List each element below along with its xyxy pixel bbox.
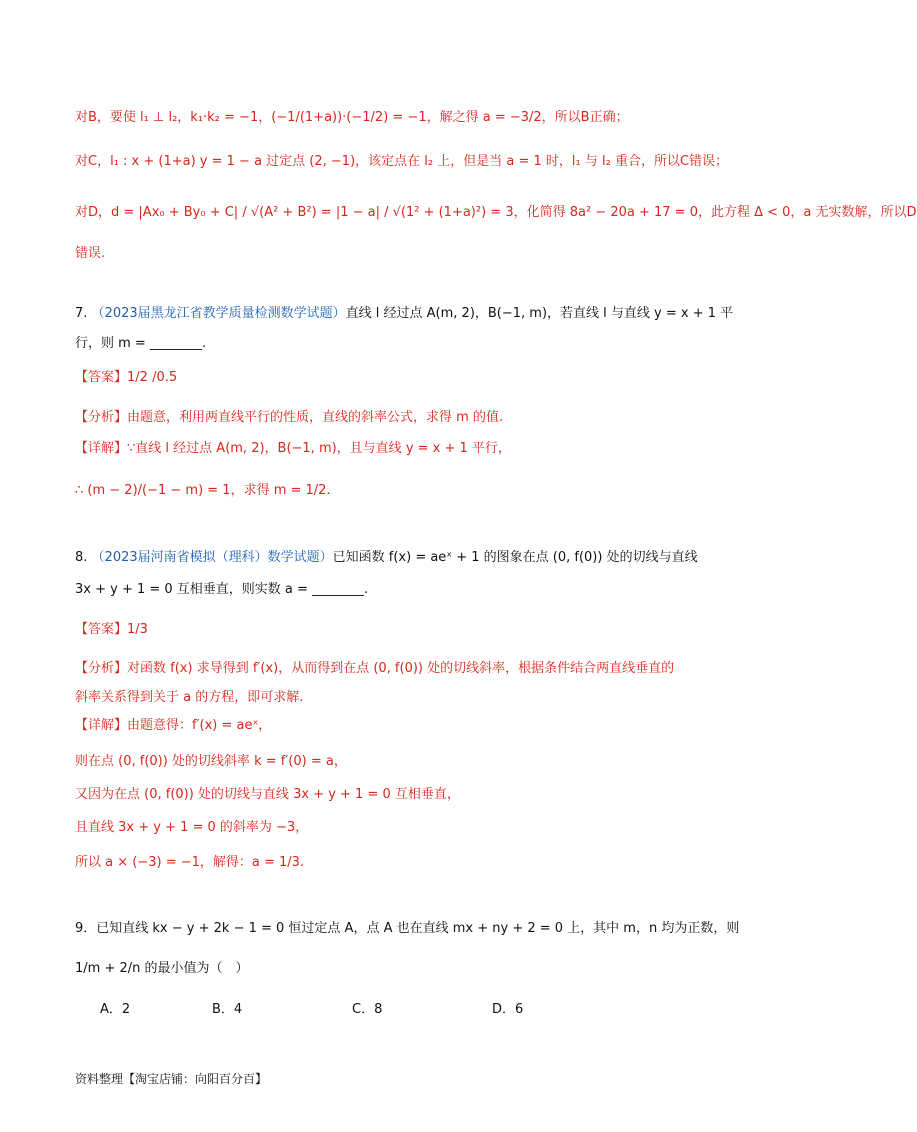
question-8-detail-5: 所以 a × (−3) = −1，解得：a = 1/3. [75,855,305,870]
analysis-tag: 【分析】 [75,410,128,425]
question-8-detail-3: 又因为在点 (0, f(0)) 处的切线与直线 3x + y + 1 = 0 互相垂直， [75,787,460,802]
question-7-stem-text: 直线 l 经过点 A(m, 2)，B(−1, m)，若直线 l 与直线 y = x + 1 平 [345,306,734,321]
analysis-text: 对函数 f(x) 求导得到 f′(x)，从而得到在点 (0, f(0)) 处的切线斜率，根据条件结合两直线垂直的 [127,661,675,676]
question-9-stem: 9．已知直线 kx − y + 2k − 1 = 0 恒过定点 A，点 A 也在直线 mx + ny + 2 = 0 上，其中 m，n 均为正数，则 [75,921,740,936]
question-8-stem-text: 已知函数 f(x) = aeˣ + 1 的图象在点 (0, f(0)) 处的切线与直线 [332,550,698,565]
question-8-detail-4: 且直线 3x + y + 1 = 0 的斜率为 −3， [75,820,309,835]
solution-b-line: 对B，要使 l₁ ⊥ l₂，k₁·k₂ = −1，(−1/(1+a))·(−1/2) = −1，解之得 a = −3/2，所以B正确； [75,110,629,125]
detail-tag: 【详解】 [75,718,128,733]
question-8-source: （2023届河南省模拟（理科）数学试题） [91,550,333,565]
answer-tag: 【答案】 [75,622,128,637]
choice-d[interactable]: D．6 [492,1002,524,1017]
choice-b[interactable]: B．4 [212,1002,243,1017]
question-8-analysis-2: 斜率关系得到关于 a 的方程，即可求解. [75,690,304,705]
page-footer: 资料整理【淘宝店铺：向阳百分百】 [75,1072,268,1086]
answer-value: 1/3 [127,622,148,637]
question-7-detail-2: ∴ (m − 2)/(−1 − m) = 1，求得 m = 1/2. [75,483,331,498]
detail-tag: 【详解】 [75,441,128,456]
choice-a[interactable]: A．2 [100,1002,131,1017]
question-8-stem-continued: 3x + y + 1 = 0 互相垂直，则实数 a = ________. [75,582,369,597]
detail-text: ∵直线 l 经过点 A(m, 2)，B(−1, m)，且与直线 y = x + 1 平行， [127,441,511,456]
question-8-stem [75,548,730,568]
question-7-analysis [75,408,730,428]
answer-tag: 【答案】 [75,370,128,385]
question-7-detail-1 [75,439,730,459]
detail-text: 由题意得：f′(x) = aeˣ， [127,718,272,733]
solution-c-line: 对C，l₁ : x + (1+a) y = 1 − a 过定点 (2, −1)，该定点在 l₂ 上，但是当 a = 1 时，l₁ 与 l₂ 重合，所以C错误； [75,154,729,169]
solution-d-line-continued: 错误. [75,246,106,261]
analysis-tag: 【分析】 [75,661,128,676]
question-8-number: 8. [75,550,88,565]
question-8-answer [75,620,730,640]
question-7-stem [75,304,734,324]
question-7-number: 7. [75,306,88,321]
question-8-detail-1 [75,716,730,736]
question-7-source: （2023届黑龙江省教学质量检测数学试题） [91,306,346,321]
question-7-stem-continued: 行，则 m = ________. [75,336,207,351]
answer-value: 1/2 /0.5 [127,370,178,385]
question-8-detail-2: 则在点 (0, f(0)) 处的切线斜率 k = f′(0) = a， [75,754,347,769]
solution-d-line: 对D，d = |Ax₀ + By₀ + C| / √(A² + B²) = |1 − a| / √(1² + (1+a)²) = 3，化简得 8a² − 20a + 17 = 0，此方程 Δ < 0，a 无实数解，所以D [75,205,917,220]
question-7-answer [75,368,730,388]
choice-c[interactable]: C．8 [352,1002,383,1017]
analysis-text: 由题意，利用两直线平行的性质，直线的斜率公式，求得 m 的值. [127,410,504,425]
question-9-stem-continued: 1/m + 2/n 的最小值为（ ） [75,961,249,976]
question-8-analysis-1 [75,659,730,679]
